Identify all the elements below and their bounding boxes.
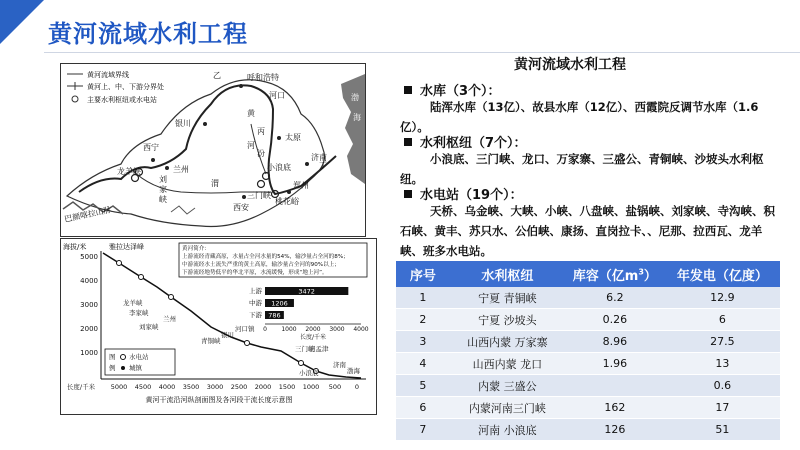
cell-capacity: 126 [565, 419, 665, 441]
table-row [396, 331, 780, 353]
map-legend-division: 黄河上、中、下游分界处 [87, 83, 164, 91]
cell-hub: 河南 小浪底 [450, 419, 565, 441]
profile-y-tick: 2000 [80, 325, 98, 333]
cell-index: 2 [396, 309, 450, 331]
section-body-reservoirs: 陆浑水库（13亿）、故县水库（12亿）、西霞院反调节水库（1.6亿）。 [400, 100, 759, 134]
profile-station: 济南 [333, 361, 346, 369]
map-label-yinchuan: 银川 [175, 119, 191, 128]
profile-x-tick: 3000 [206, 383, 224, 391]
col-header-generation: 年发电（亿度） [665, 261, 780, 287]
profile-y-title: 海拔/米 [63, 243, 87, 251]
bar-category-label: 上游 [249, 287, 262, 295]
bar-axis-tick: 2000 [305, 326, 321, 333]
map-label-xiaolangdi: 小浪底 [267, 163, 291, 172]
profile-station: 兰州 [163, 315, 176, 323]
water-hub-table [396, 261, 780, 441]
profile-note-line: 下游流经地势低平的华北平原，水流缓慢，形成“地上河”。 [182, 270, 328, 276]
map-label-hohhot: 呼和浩特 [247, 73, 279, 82]
map-label-fen: 汾 [257, 149, 265, 158]
map-label-sanmenxia: 三门峡 [247, 191, 271, 200]
profile-x-tick: 4500 [134, 383, 152, 391]
bar-value-label: 1206 [271, 299, 288, 308]
map-label-taohuayu: 桃花峪 [275, 197, 299, 206]
profile-legend-town: 城镇 [129, 364, 142, 372]
table-row [396, 397, 780, 419]
bar-axis-tick: 4000 [353, 326, 369, 333]
map-label-liu: 刘 [159, 175, 167, 184]
profile-station: 刘家峡 [139, 323, 159, 331]
profile-station: 河口镇 [235, 325, 255, 333]
section-body-hubs: 小浪底、三门峡、龙口、万家寨、三盛公、青铜峡、沙坡头水利枢纽。 [400, 152, 764, 186]
cell-index: 4 [396, 353, 450, 375]
cell-capacity: 8.96 [565, 331, 665, 353]
profile-x-tick: 2000 [254, 383, 272, 391]
river-profile-figure [60, 238, 377, 415]
profile-station: 青铜峡 [201, 337, 221, 345]
content-title: 黄河流域水利工程 [514, 57, 626, 73]
cell-generation: 6 [665, 309, 780, 331]
cell-capacity: 162 [565, 397, 665, 419]
cell-capacity: 0.26 [565, 309, 665, 331]
col-header-capacity: 库容（亿$m^3$） [565, 261, 665, 287]
profile-x-tick: 1500 [278, 383, 296, 391]
bullet-square-icon [404, 138, 412, 146]
profile-legend-tu: 图 [109, 353, 116, 361]
profile-x-tick: 3500 [182, 383, 200, 391]
profile-x-tick: 0 [354, 383, 360, 391]
bullet-square-icon [404, 86, 412, 94]
profile-station: 旧孟津 [309, 345, 329, 353]
profile-y-tick: 5000 [80, 253, 98, 261]
profile-x-tick: 5000 [110, 383, 128, 391]
bar-value-label: 786 [268, 311, 281, 320]
map-label-zhengzhou: 郑州 [293, 181, 309, 190]
profile-note-line: 中游流经水土流失严重的黄土高原，输沙量占全河的90%以上； [182, 262, 340, 268]
corner-accent [0, 0, 44, 44]
map-label-bayan-har: 巴颜喀拉山脉 [63, 205, 113, 224]
bar-category-label: 中游 [249, 299, 262, 307]
col-header-hub: 水利枢纽 [450, 261, 565, 287]
profile-y-tick: 3000 [80, 301, 98, 309]
map-label-taiyuan: 太原 [285, 133, 301, 142]
cell-generation: 0.6 [665, 375, 780, 397]
map-label-yi: 乙 [213, 71, 221, 80]
section-heading-hubs: 水利枢纽（7个）： [404, 132, 527, 151]
profile-station: 小浪底 [299, 369, 319, 377]
yellow-river-basin-map [60, 63, 366, 237]
bullet-square-icon [404, 190, 412, 198]
profile-x-tick: 500 [328, 383, 342, 391]
profile-station: 龙羊峡 [123, 299, 143, 307]
cell-hub: 宁夏 青铜峡 [450, 287, 565, 309]
map-label-he: 河 [247, 141, 255, 150]
bar-value-label: 3472 [298, 287, 315, 296]
cell-hub: 山西内蒙 龙口 [450, 353, 565, 375]
page-title: 黄河流域水利工程 [48, 20, 248, 48]
cell-index: 7 [396, 419, 450, 441]
cell-generation: 27.5 [665, 331, 780, 353]
cell-generation: 17 [665, 397, 780, 419]
map-label-wei: 渭 [211, 179, 219, 188]
table-row [396, 419, 780, 441]
map-label-jia: 家 [159, 185, 167, 194]
cell-index: 6 [396, 397, 450, 419]
cell-capacity [565, 375, 665, 397]
table-row [396, 353, 780, 375]
cell-index: 1 [396, 287, 450, 309]
map-label-jinan: 济南 [311, 153, 327, 162]
title-divider [44, 52, 800, 53]
profile-x-title: 长度/千米 [66, 383, 96, 391]
bar-axis-tick: 0 [263, 326, 267, 333]
section-heading-reservoirs: 水库（3个）： [404, 80, 501, 99]
map-label-xian: 西安 [233, 203, 249, 212]
map-label-huang: 黄 [247, 109, 255, 118]
map-label-bo: 渤 [351, 93, 359, 102]
profile-station: 李家峡 [129, 309, 149, 317]
cell-index: 3 [396, 331, 450, 353]
map-label-ding: 丁 [319, 161, 327, 170]
map-legend-hydro: 主要水利枢纽或水电站 [87, 96, 157, 104]
profile-caption: 黄河干流沿河纵剖面图及各河段干流长度示意图 [145, 396, 293, 404]
cell-hub: 山西内蒙 万家寨 [450, 331, 565, 353]
map-label-hai: 海 [353, 113, 361, 122]
profile-station: 三门峡 [295, 345, 315, 353]
map-label-xining: 西宁 [143, 143, 159, 152]
map-label-hekou: 河口 [269, 91, 285, 100]
table-row [396, 375, 780, 397]
profile-y-tick: 4000 [80, 277, 98, 285]
cell-hub: 内蒙 三盛公 [450, 375, 565, 397]
map-label-xia: 峡 [159, 195, 167, 204]
profile-legend-hydro: 水电站 [129, 353, 149, 361]
cell-hub: 宁夏 沙坡头 [450, 309, 565, 331]
profile-x-tick: 1000 [302, 383, 320, 391]
table-row [396, 287, 780, 309]
profile-note-line: 上游流经青藏高原，水量占全河水量的54%，输沙量占全河的8%； [182, 254, 349, 260]
profile-x-tick: 4000 [158, 383, 176, 391]
profile-peak-label: 雅拉达泽峰 [109, 243, 144, 251]
profile-y-tick: 1000 [80, 349, 98, 357]
table-header-row [396, 261, 780, 287]
bar-category-label: 下游 [249, 311, 262, 319]
table-row [396, 309, 780, 331]
cell-generation: 13 [665, 353, 780, 375]
section-heading-hydropower: 水电站（19个）： [404, 184, 523, 203]
profile-station: 渤海 [347, 367, 360, 375]
cell-capacity: 6.2 [565, 287, 665, 309]
map-label-bing: 丙 [257, 127, 265, 136]
cell-index: 5 [396, 375, 450, 397]
section-body-hydropower: 天桥、乌金峡、大峡、小峡、八盘峡、盐锅峡、刘家峡、寺沟峡、积石峡、黄丰、苏只水、公伯峡、康扬、直岗拉卡、、尼那、拉西瓦、龙羊峡、班多水电站。 [400, 204, 775, 258]
profile-legend-li: 例 [109, 364, 116, 372]
river-length-bars [249, 286, 361, 324]
profile-x-tick: 2500 [230, 383, 248, 391]
map-label-lanzhou: 兰州 [173, 165, 189, 174]
cell-generation: 12.9 [665, 287, 780, 309]
map-label-longyangxia: 龙羊峡 [117, 167, 141, 176]
profile-station: 银川 [221, 331, 234, 339]
map-legend-boundary: 黄河流域界线 [87, 71, 129, 79]
bar-axis-tick: 1000 [281, 326, 297, 333]
cell-generation: 51 [665, 419, 780, 441]
bar-axis-title: 长度/千米 [299, 334, 327, 341]
cell-hub: 内蒙河南三门峡 [450, 397, 565, 419]
cell-capacity: 1.96 [565, 353, 665, 375]
col-header-index: 序号 [396, 261, 450, 287]
bar-axis-tick: 3000 [329, 326, 345, 333]
profile-note-line: 黄河简介： [182, 246, 210, 252]
